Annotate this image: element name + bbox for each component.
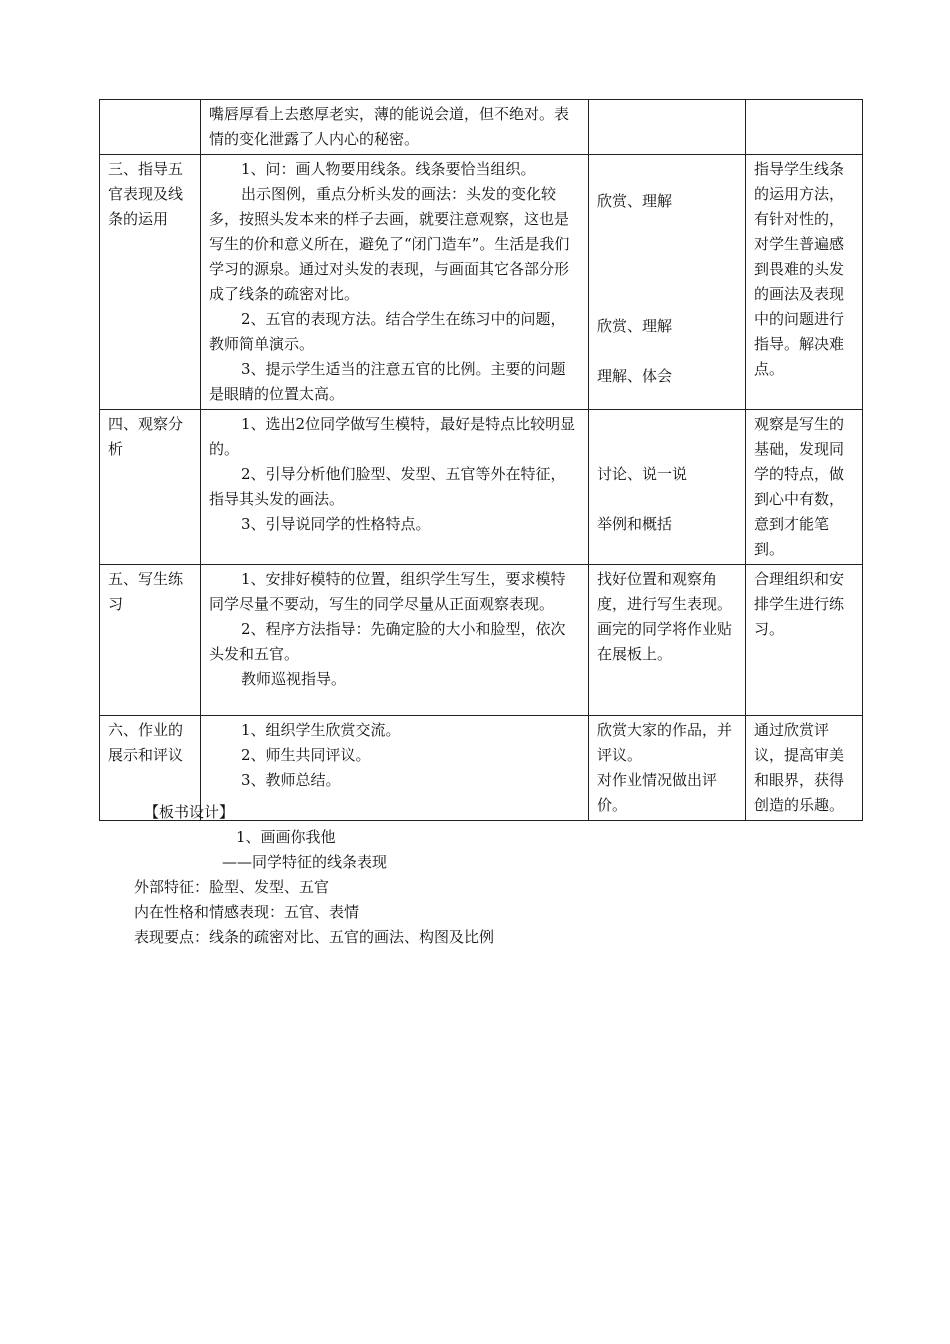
content-paragraph: 1、问：画人物要用线条。线条要恰当组织。 bbox=[241, 160, 536, 178]
stage-label: 六、作业的展示和评议 bbox=[108, 721, 184, 764]
table-row bbox=[100, 410, 863, 565]
student-activity: 找好位置和观察角度，进行写生表现。画完的同学将作业贴在展板上。 bbox=[597, 570, 733, 663]
student-activity-cell bbox=[589, 565, 746, 716]
design-intent: 观察是写生的基础，发现同学的特点，做到心中有数，意到才能笔到。 bbox=[754, 415, 845, 558]
board-title: 1、画画你我他 bbox=[236, 828, 336, 846]
board-line: 内在性格和情感表现：五官、表情 bbox=[134, 903, 360, 921]
design-intent: 合理组织和安排学生进行练习。 bbox=[754, 570, 845, 638]
content-cell bbox=[201, 410, 589, 565]
student-activity: 欣赏、理解 bbox=[597, 192, 673, 210]
board-line: 表现要点：线条的疏密对比、五官的画法、构图及比例 bbox=[134, 928, 495, 946]
content-paragraph: 教师巡视指导。 bbox=[241, 670, 347, 688]
content-paragraph: 1、安排好模特的位置，组织学生写生，要求模特同学尽量不要动，写生的同学尽量从正面观察表现。 bbox=[209, 570, 566, 613]
content-paragraph: 2、师生共同评议。 bbox=[241, 746, 371, 764]
board-design bbox=[134, 800, 494, 950]
student-activity-cell bbox=[589, 410, 746, 565]
design-intent-cell bbox=[746, 716, 863, 821]
student-activity: 欣赏大家的作品，并评议。 bbox=[597, 721, 733, 764]
content-cell bbox=[201, 565, 589, 716]
student-activity: 理解、体会 bbox=[597, 367, 673, 385]
student-activity: 欣赏、理解 bbox=[597, 317, 673, 335]
content-paragraph: 2、程序方法指导：先确定脸的大小和脸型，依次头发和五官。 bbox=[209, 620, 566, 663]
content-paragraph: 出示图例，重点分析头发的画法：头发的变化较多，按照头发本来的样子去画，就要注意观察，这也是写生的价和意义所在，避免了“闭门造车”。生活是我们学习的源泉。通过对头发的表现，与画面其它各部分形成了线条的疏密对比。 bbox=[209, 185, 570, 303]
design-intent: 指导学生线条的运用方法，有针对性的，对学生普遍感到畏难的头发的画法及表现中的问题进行指导。解决难点。 bbox=[754, 160, 845, 378]
content-paragraph: 3、教师总结。 bbox=[241, 771, 341, 789]
design-intent-cell bbox=[746, 410, 863, 565]
student-activity-cell bbox=[589, 716, 746, 821]
board-heading: 【板书设计】 bbox=[144, 803, 235, 821]
design-intent-cell bbox=[746, 100, 863, 155]
stage-cell bbox=[100, 565, 201, 716]
board-line: 外部特征：脸型、发型、五官 bbox=[134, 878, 330, 896]
stage-label: 五、写生练习 bbox=[108, 570, 184, 613]
content-paragraph: 3、提示学生适当的注意五官的比例。主要的问题是眼睛的位置太高。 bbox=[209, 360, 566, 403]
content-paragraph: 3、引导说同学的性格特点。 bbox=[241, 515, 431, 533]
stage-cell bbox=[100, 155, 201, 410]
content-cell bbox=[201, 100, 589, 155]
student-activity: 讨论、说一说 bbox=[597, 465, 688, 483]
content-paragraph: 1、选出2位同学做写生模特，最好是特点比较明显的。 bbox=[209, 415, 576, 458]
design-intent-cell bbox=[746, 565, 863, 716]
content-paragraph: 1、组织学生欣赏交流。 bbox=[241, 721, 401, 739]
content-paragraph: 2、引导分析他们脸型、发型、五官等外在特征，指导其头发的画法。 bbox=[209, 465, 566, 508]
design-intent: 通过欣赏评议，提高审美和眼界，获得创造的乐趣。 bbox=[754, 721, 845, 814]
table-row bbox=[100, 565, 863, 716]
student-activity: 举例和概括 bbox=[597, 515, 673, 533]
content-paragraph: 嘴唇厚看上去憨厚老实，薄的能说会道，但不绝对。表情的变化泄露了人内心的秘密。 bbox=[209, 105, 570, 148]
student-activity: 对作业情况做出评价。 bbox=[597, 771, 718, 814]
board-subtitle: ——同学特征的线条表现 bbox=[222, 853, 388, 871]
lesson-plan-table bbox=[99, 99, 863, 821]
stage-label: 四、观察分析 bbox=[108, 415, 184, 458]
table-row bbox=[100, 155, 863, 410]
stage-cell bbox=[100, 410, 201, 565]
content-paragraph: 2、五官的表现方法。结合学生在练习中的问题，教师简单演示。 bbox=[209, 310, 566, 353]
student-activity-cell bbox=[589, 155, 746, 410]
design-intent-cell bbox=[746, 155, 863, 410]
stage-label: 三、指导五官表现及线条的运用 bbox=[108, 160, 184, 228]
table-row bbox=[100, 100, 863, 155]
student-activity-cell bbox=[589, 100, 746, 155]
content-cell bbox=[201, 155, 589, 410]
stage-cell bbox=[100, 100, 201, 155]
